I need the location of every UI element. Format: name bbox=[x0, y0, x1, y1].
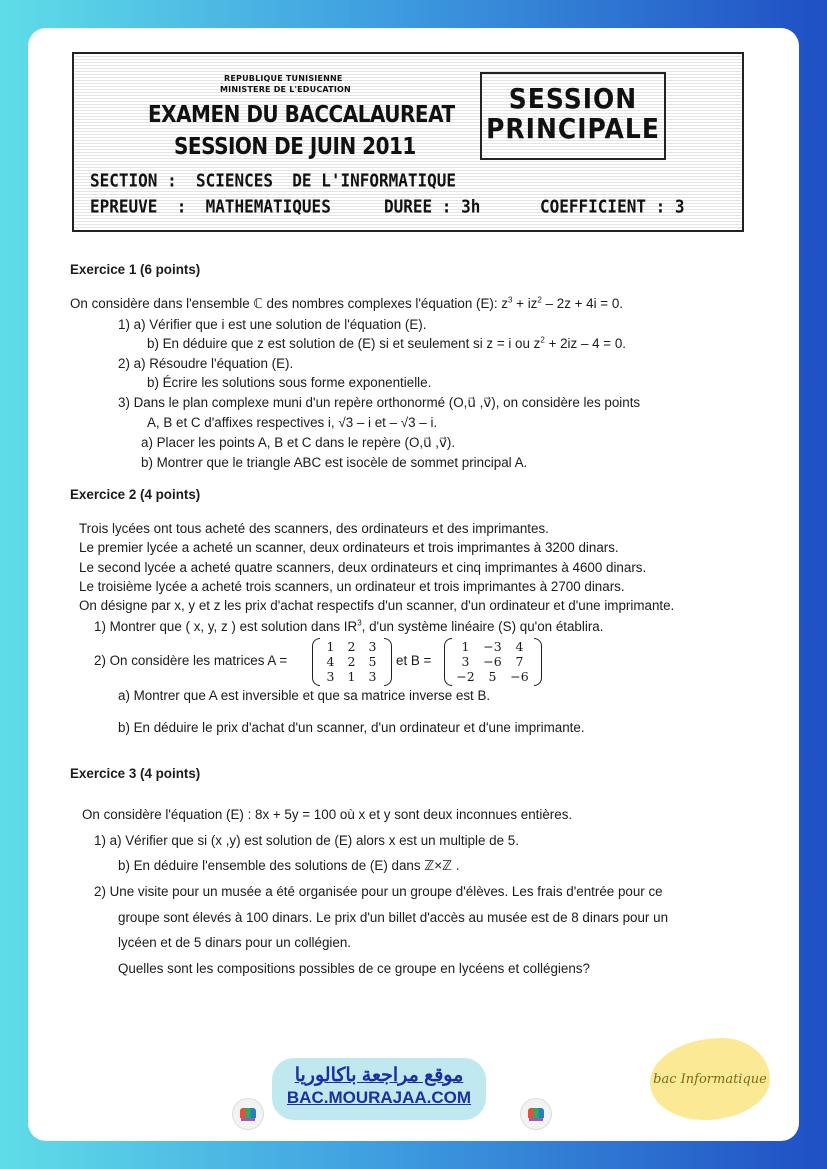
ex1-q3a: a) Placer les points A, B et C dans le repère (O,u⃗ ,v⃗). bbox=[141, 435, 456, 450]
matB-cell: −6 bbox=[510, 669, 529, 684]
republic-label: REPUBLIQUE TUNISIENNE bbox=[224, 74, 343, 83]
ex2-p3: Le second lycée a acheté quatre scanners, deux ordinateurs et cinq imprimantes à 4600 dinars. bbox=[79, 560, 647, 575]
ex2-q2-and: et B = bbox=[396, 653, 432, 668]
site-logo-right-icon bbox=[520, 1098, 552, 1130]
matB-cell: 7 bbox=[515, 654, 524, 669]
matB-cell: 4 bbox=[515, 639, 524, 654]
matB-cell: −2 bbox=[456, 669, 475, 684]
exam-header bbox=[72, 52, 744, 232]
matrix-b bbox=[444, 638, 542, 686]
ex2-p1: Trois lycées ont tous acheté des scanners, des ordinateurs et des imprimantes. bbox=[79, 521, 549, 536]
ex1-q2b: b) Écrire les solutions sous forme exponentielle. bbox=[147, 375, 432, 390]
ex3-q1b: b) En déduire l'ensemble des solutions de (E) dans ℤ×ℤ . bbox=[118, 858, 460, 873]
site-logo-left-icon bbox=[232, 1098, 264, 1130]
exercise-2-title: Exercice 2 (4 points) bbox=[70, 487, 201, 502]
coefficient-label: COEFFICIENT : 3 bbox=[540, 196, 685, 217]
exercise-3-title: Exercice 3 (4 points) bbox=[70, 766, 201, 781]
matB-cell: 1 bbox=[461, 639, 470, 654]
ex2-p2: Le premier lycée a acheté un scanner, deux ordinateurs et trois imprimantes à 3200 dinars. bbox=[79, 540, 619, 555]
ex1-q3: 3) Dans le plan complexe muni d'un repère orthonormé (O,u⃗ ,v⃗), on considère les points bbox=[118, 395, 641, 410]
ex3-q2-line4: Quelles sont les compositions possibles de ce groupe en lycéens et collégiens? bbox=[118, 961, 590, 976]
ex2-p5: On désigne par x, y et z les prix d'achat respectifs d'un scanner, d'un ordinateur et d'une imprimante. bbox=[79, 598, 675, 613]
matA-cell: 3 bbox=[368, 639, 377, 654]
ex1-q3b: b) Montrer que le triangle ABC est isocèle de sommet principal A. bbox=[141, 455, 528, 470]
ministry-label: MINISTERE DE L'EDUCATION bbox=[220, 85, 351, 94]
ex3-q1a: 1) a) Vérifier que si (x ,y) est solution de (E) alors x est un multiple de 5. bbox=[94, 833, 519, 848]
duree-label: DUREE : 3h bbox=[384, 196, 481, 217]
matB-cell: 5 bbox=[488, 669, 497, 684]
ex1-q1b: b) En déduire que z est solution de (E) si et seulement si z = i ou $z^2 + 2iz - 4 = 0$. bbox=[147, 335, 626, 351]
bac-informatique-stamp: bac Informatique bbox=[650, 1038, 770, 1120]
ex2-q1: 1) Montrer que ( x, y, z ) est solution dans $IR^3$, d'un système linéaire (S) qu'on établira. bbox=[94, 618, 604, 634]
matA-cell: 3 bbox=[368, 669, 377, 684]
matA-cell: 4 bbox=[326, 654, 335, 669]
ex2-p4: Le troisième lycée a acheté trois scanners, un ordinateur et trois imprimantes à 2700 dinars. bbox=[79, 579, 625, 594]
matB-cell: −6 bbox=[483, 654, 502, 669]
ex2-q2: 2) On considère les matrices A = bbox=[94, 653, 288, 668]
matA-cell: 5 bbox=[368, 654, 377, 669]
matrix-a bbox=[312, 638, 392, 686]
exercise-1-intro: On considère dans l'ensemble ℂ des nombres complexes l'équation (E): $z^3 + iz^2 - 2z + 4i = 0$. bbox=[70, 295, 623, 311]
site-arabic-name[interactable]: موقع مراجعة باكالوريا bbox=[294, 1065, 464, 1086]
matA-cell: 2 bbox=[347, 639, 356, 654]
ex1-q1a: 1) a) Vérifier que i est une solution de l'équation (E). bbox=[118, 317, 427, 332]
site-url-link[interactable]: BAC.MOURAJAA.COM bbox=[286, 1088, 472, 1107]
matA-cell: 2 bbox=[347, 654, 356, 669]
ex1-q3-points: A, B et C d'affixes respectives i, √3 – i et – √3 – i. bbox=[147, 415, 438, 430]
ex1-q2a: 2) a) Résoudre l'équation (E). bbox=[118, 356, 294, 371]
epreuve-line: EPREUVE : MATHEMATIQUES bbox=[90, 196, 331, 217]
exercise-1-title: Exercice 1 (6 points) bbox=[70, 262, 201, 277]
principale-label: PRINCIPALE bbox=[486, 112, 660, 145]
site-badge[interactable] bbox=[272, 1058, 486, 1120]
ex2-q2b: b) En déduire le prix d'achat d'un scanner, d'un ordinateur et d'une imprimante. bbox=[118, 720, 585, 735]
exam-title: EXAMEN DU BACCALAUREAT bbox=[148, 100, 455, 128]
matA-cell: 1 bbox=[347, 669, 356, 684]
matA-cell: 3 bbox=[326, 669, 335, 684]
section-line: SECTION : SCIENCES DE L'INFORMATIQUE bbox=[90, 170, 457, 191]
exam-session: SESSION DE JUIN 2011 bbox=[174, 132, 416, 160]
matB-cell: −3 bbox=[483, 639, 502, 654]
matB-cell: 3 bbox=[461, 654, 470, 669]
session-label: SESSION bbox=[508, 82, 638, 115]
matA-cell: 1 bbox=[326, 639, 335, 654]
ex3-intro: On considère l'équation (E) : 8x + 5y = 100 où x et y sont deux inconnues entières. bbox=[82, 807, 573, 822]
ex3-q2-line3: lycéen et de 5 dinars pour un collégien. bbox=[118, 935, 352, 950]
ex2-q2a: a) Montrer que A est inversible et que sa matrice inverse est B. bbox=[118, 688, 491, 703]
session-box bbox=[480, 72, 666, 160]
ex3-q2-line1: 2) Une visite pour un musée a été organisée pour un groupe d'élèves. Les frais d'entrée pour ce bbox=[94, 884, 663, 899]
ex3-q2-line2: groupe sont élevés à 100 dinars. Le prix d'un billet d'accès au musée est de 8 dinars pour un bbox=[118, 910, 669, 925]
exam-paper bbox=[28, 28, 799, 1141]
